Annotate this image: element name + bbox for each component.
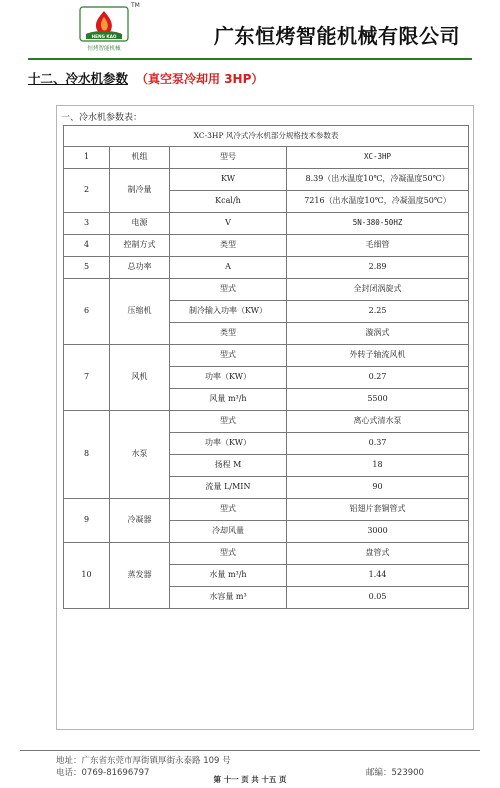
section-title: [28, 69, 263, 87]
table-caption-row: [64, 126, 469, 147]
table-row: [64, 169, 469, 191]
item-name: 水泵: [110, 411, 170, 499]
param-name: 型式: [170, 499, 287, 521]
section-title-main: 十二、冷水机参数: [28, 71, 129, 86]
table-row: [64, 543, 469, 565]
header-rule: [28, 58, 472, 60]
param-value: 2.89: [287, 257, 469, 279]
param-value: 5N-380-50HZ: [287, 213, 469, 235]
param-name: 扬程 M: [170, 455, 287, 477]
row-number: 1: [64, 147, 110, 169]
item-name: 制冷量: [110, 169, 170, 213]
param-name: 制冷输入功率（KW）: [170, 301, 287, 323]
table-row: [64, 279, 469, 301]
param-value: XC-3HP: [287, 147, 469, 169]
table-caption: XC-3HP 风冷式冷水机部分规格技术参数表: [64, 126, 469, 147]
page-indicator: [0, 774, 500, 785]
param-value: 8.39（出水温度10℃，冷凝温度50℃）: [287, 169, 469, 191]
param-value: 1.44: [287, 565, 469, 587]
logo-caption: 恒烤智能机械: [87, 46, 121, 52]
item-name: 控制方式: [110, 235, 170, 257]
param-name: 类型: [170, 323, 287, 345]
param-name: 功率（KW）: [170, 433, 287, 455]
footer-phone: 电话：0769-81696797: [56, 768, 150, 778]
table-row: [64, 499, 469, 521]
param-name: 型式: [170, 543, 287, 565]
param-value: 0.37: [287, 433, 469, 455]
page-indicator-text: 第 十一 页 共 十五 页: [213, 775, 287, 784]
company-logo: [78, 6, 130, 56]
param-value: 3000: [287, 521, 469, 543]
footer-postcode: 邮编：523900: [366, 768, 424, 778]
param-value: 0.27: [287, 367, 469, 389]
page-header: [0, 0, 500, 62]
param-name: 冷却风量: [170, 521, 287, 543]
param-value: 90: [287, 477, 469, 499]
item-name: 冷凝器: [110, 499, 170, 543]
param-value: 全封闭涡旋式: [287, 279, 469, 301]
row-number: 6: [64, 279, 110, 345]
trademark-mark: TM: [131, 2, 140, 9]
param-name: 风量 m³/h: [170, 389, 287, 411]
param-name: 流量 L/MIN: [170, 477, 287, 499]
param-name: V: [170, 213, 287, 235]
param-value: 0.05: [287, 587, 469, 609]
row-number: 10: [64, 543, 110, 609]
param-name: 型式: [170, 345, 287, 367]
param-value: 5500: [287, 389, 469, 411]
company-name: 广东恒烤智能机械有限公司: [214, 24, 460, 48]
row-number: 9: [64, 499, 110, 543]
param-name: 型号: [170, 147, 287, 169]
logo-text: HENG KAO: [91, 34, 117, 39]
row-number: 7: [64, 345, 110, 411]
param-value: 漩涡式: [287, 323, 469, 345]
param-name: 水量 m³/h: [170, 565, 287, 587]
item-name: 蒸发器: [110, 543, 170, 609]
item-name: 机组: [110, 147, 170, 169]
param-name: 型式: [170, 411, 287, 433]
param-value: 18: [287, 455, 469, 477]
item-name: 压缩机: [110, 279, 170, 345]
param-name: Kcal/h: [170, 191, 287, 213]
param-value: 7216（出水温度10℃，冷凝温度50℃）: [287, 191, 469, 213]
row-number: 2: [64, 169, 110, 213]
param-name: 功率（KW）: [170, 367, 287, 389]
table-row: [64, 213, 469, 235]
param-name: A: [170, 257, 287, 279]
table-row: [64, 257, 469, 279]
item-name: 总功率: [110, 257, 170, 279]
section-title-sub: （真空泵冷却用 3HP）: [136, 72, 264, 86]
param-name: 类型: [170, 235, 287, 257]
param-name: 水容量 m³: [170, 587, 287, 609]
param-value: 离心式清水泵: [287, 411, 469, 433]
row-number: 3: [64, 213, 110, 235]
row-number: 4: [64, 235, 110, 257]
param-name: KW: [170, 169, 287, 191]
row-number: 8: [64, 411, 110, 499]
param-name: 型式: [170, 279, 287, 301]
table-row: [64, 411, 469, 433]
footer-rule: [20, 750, 480, 751]
table-row: [64, 147, 469, 169]
item-name: 风机: [110, 345, 170, 411]
param-value: 毛细管: [287, 235, 469, 257]
param-value: 外转子轴流风机: [287, 345, 469, 367]
row-number: 5: [64, 257, 110, 279]
table-row: [64, 235, 469, 257]
param-value: 盘管式: [287, 543, 469, 565]
footer-address: 地址：广东省东莞市厚街镇厚街永泰路 109 号: [56, 756, 231, 766]
param-value: 2.25: [287, 301, 469, 323]
panel-label: 一、冷水机参数表：: [61, 113, 143, 123]
param-value: 铝翅片套铜管式: [287, 499, 469, 521]
spec-table: [63, 125, 469, 609]
item-name: 电源: [110, 213, 170, 235]
table-row: [64, 345, 469, 367]
